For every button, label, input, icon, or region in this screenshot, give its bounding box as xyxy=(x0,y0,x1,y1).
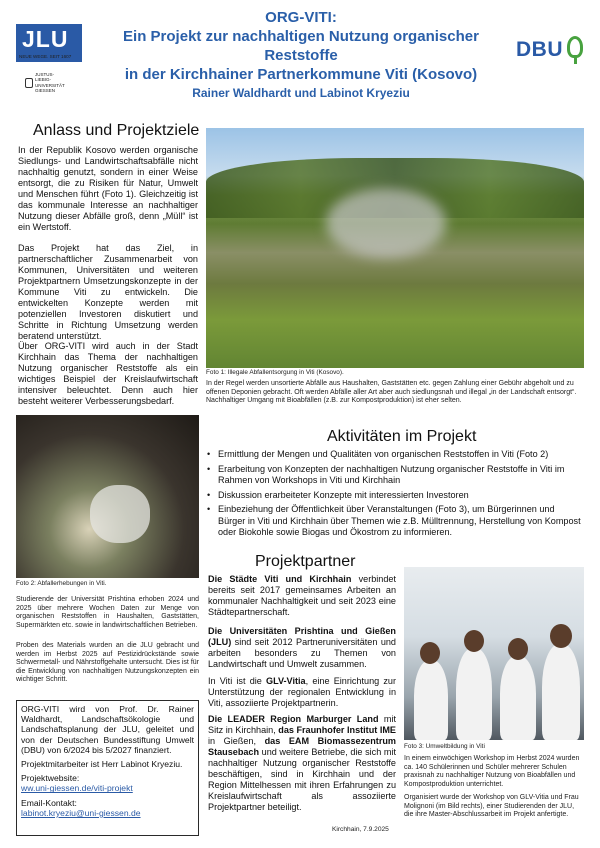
partner-paragraph-1: Die Städte Viti und Kirchhain verbindet bereits seit 2017 gemeinsames Arbeiten an kommunaler Nachhaltigkeit und seit 2023 eine Städtepartnerschaft. xyxy=(208,574,396,617)
foto3-text-1: In einem einwöchigen Workshop im Herbst 2024 wurden ca. 140 Schülerinnen und Schüler mehrerer Schulen praxisnah zu nachhaltiger Nutzung von Bioabfällen und Kompostproduktion unterrichtet. xyxy=(404,755,580,788)
anlass-paragraph-1: In der Republik Kosovo werden organische Siedlungs- und Landwirtschaftsabfälle nicht nachhaltig genutzt, sondern in einer Weise entsorgt, die zu Risiken für Natur, Umwelt und Menschen führt (Foto 1). Gleichzeitig ist das kommunale Interesse an nachhaltiger Nutzung dieser Abfälle groß, denn „Müll“ ist ein Wertstoff. xyxy=(18,145,198,232)
photo-student xyxy=(456,648,492,740)
authors: Rainer Waldhardt und Labinot Kryeziu xyxy=(192,86,410,100)
jlu-logo-text: JLU xyxy=(22,26,69,52)
section-heading-aktivitaeten: Aktivitäten im Projekt xyxy=(327,428,477,445)
section-heading-anlass: Anlass und Projektziele xyxy=(33,122,200,139)
uni-seal-icon xyxy=(25,78,33,88)
email-label: Email-Kontakt: xyxy=(21,797,77,808)
foto2-text-1: Studierende der Universität Prishtina erhoben 2024 und 2025 über mehrere Wochen Daten zur Menge von organischen Reststoffen in Haushalten, Gaststätten, Supermärkten etc. sowie in landwirtschaftlichen Betrieben. xyxy=(16,596,199,629)
dbu-leaf-icon xyxy=(567,36,583,58)
photo-student xyxy=(542,644,580,740)
uni-giessen-logo xyxy=(25,72,65,96)
foto1-text: In der Regel werden unsortierte Abfälle aus Haushalten, Gaststätten etc. gegen Zahlung einer Gebühr abgeholt und zu offenen Deponien gebracht. Oft werden Abfälle aller Art aber auch siedlungsnah und illegal „in der Landschaft entsorgt“. Nachhaltiger Umgang mit Bioabfällen (z.B. zur Kompostproduktion) ist eher selten. xyxy=(206,380,577,405)
photo-smoke xyxy=(326,188,446,258)
dbu-logo xyxy=(516,36,586,66)
uni-logo-text: JUSTUS-LIEBIG-UNIVERSITÄT GIESSEN xyxy=(35,72,65,94)
dbu-logo-text: DBU xyxy=(516,38,563,61)
foto3-caption: Foto 3: Umweltbildung in Viti xyxy=(404,743,485,750)
project-info-box xyxy=(16,700,199,836)
partner-universities: Die Universitäten Prishtina und Gießen (JLU) xyxy=(208,626,396,647)
partner-paragraph-3: In Viti ist die GLV-Vitia, eine Einrichtung zur Unterstützung der regionalen Entwicklung in Viti, assoziierte Projektpartnerin. xyxy=(208,676,396,708)
anlass-paragraph-2: Das Projekt hat das Ziel, in partnerschaftlicher Zusammenarbeit von Kommunen, Universitäten und weiteren Projektpartnern Umsetzungskonzepte in der Kommune Viti zu entwickeln. Die entwickelten Konzepte werden mit potenziellen Investoren diskutiert und Schritte in Richtung Umsetzung werden beratend unterstützt. xyxy=(18,243,198,341)
footer-place-date: Kirchhain, 7.9.2025 xyxy=(332,826,389,833)
partner-paragraph-2: Die Universitäten Prishtina und Gießen (JLU) sind seit 2012 Partneruniversitäten und arbeiten besonders zu Themen von Landwirtschaft und Umwelt zusammen. xyxy=(208,626,396,669)
jlu-logo-subtext: NEUE WEGE. SEIT 1607 xyxy=(19,54,72,59)
activity-item: • Einbeziehung der Öffentlichkeit über Veranstaltungen (Foto 3), um Bürgerinnen und Bürger in Viti und Kirchhain über Themen wie z.B. Mülltrennung, Herstellung von Kompost oder Biokohle sowie Biogas und Ökostrom zu informieren. xyxy=(206,504,584,538)
staff-text: Projektmitarbeiter ist Herr Labinot Kryeziu. xyxy=(21,759,183,770)
jlu-logo xyxy=(16,24,82,62)
funding-text: ORG-VITI wird von Prof. Dr. Rainer Waldhardt, Landschaftsökologie und Landschaftsplanung der JLU, geleitet und von der Deutschen Bundesstiftung Umwelt (DBU) von 6/2024 bis 5/2027 finanziert. xyxy=(21,704,194,755)
website-label: Projektwebsite: xyxy=(21,773,80,784)
email-link[interactable]: labinot.kryeziu@uni-giessen.de xyxy=(21,807,141,818)
partner-glv: GLV-Vitia xyxy=(266,676,306,686)
partner-paragraph-4: Die LEADER Region Marburger Land mit Sitz in Kirchhain, das Fraunhofer Institut IME in Gießen, das EAM Biomassezentrum Stausebach und weitere Betriebe, die sich mit nachhaltiger Nutzung organischer Reststoffe beschäftigen, sind in Kirchhain und der Region Mittelhessen mit ihren Erfahrungen zu Kreislaufwirtschaft als assoziierte Projektpartner beteiligt. xyxy=(208,714,397,812)
section-heading-partner: Projektpartner xyxy=(255,553,356,570)
activity-item: • Diskussion erarbeiteter Konzepte mit interessierten Investoren xyxy=(206,490,584,501)
foto2-caption: Foto 2: Abfallerhebungen in Viti. xyxy=(16,580,107,587)
poster-title xyxy=(96,8,506,84)
photo-environmental-education xyxy=(404,567,584,740)
partner-cities: Die Städte Viti und Kirchhain xyxy=(208,574,352,584)
foto3-text-2: Organisiert wurde der Workshop von GLV-Vitia und Frau Molignoni (im Bild rechts), einer Studierenden der JLU, die ihre Master-Abschlussarbeit im Projekt anfertigte. xyxy=(404,794,579,819)
activity-item: • Erarbeitung von Konzepten der nachhaltigen Nutzung organischer Reststoffe in Viti im Rahmen von Workshops in Viti und Kirchhain xyxy=(206,464,584,486)
anlass-paragraph-3: Über ORG-VITI wird auch in der Stadt Kirchhain das Thema der nachhaltigen Nutzung organischer Reststoffe als ein wichtiges Beispiel der Kreislaufwirtschaft intensiver beleuchtet. Denn auch hier besteht weiterer Verbesserungsbedarf. xyxy=(18,341,198,406)
photo-student xyxy=(500,656,536,740)
foto2-text-2: Proben des Materials wurden an die JLU gebracht und werden im Herbst 2025 auf Pestizidrückstände sowie Schwermetall- und Nährstoffgehalte untersucht. Dies ist für die Entwicklung von nachhaltigen Nutzungskonzepten ein wichtiger Schritt. xyxy=(16,642,199,684)
title-line-1: ORG-VITI: xyxy=(265,9,337,26)
foto1-caption: Foto 1: Illegale Abfallentsorgung in Viti (Kosovo). xyxy=(206,369,344,376)
title-line-2: Ein Projekt zur nachhaltigen Nutzung organischer Reststoffe xyxy=(123,28,479,64)
photo-sample-bag xyxy=(90,485,150,543)
photo-waste-survey xyxy=(16,415,199,578)
photo-illegal-waste xyxy=(206,128,584,368)
website-link[interactable]: ww.uni-giessen.de/viti-projekt xyxy=(21,783,133,794)
activities-list xyxy=(206,449,584,541)
activity-item: • Ermittlung der Mengen und Qualitäten von organischen Reststoffen in Viti (Foto 2) xyxy=(206,449,584,460)
photo-student xyxy=(414,660,448,740)
title-line-3: in der Kirchhainer Partnerkommune Viti (Kosovo) xyxy=(124,66,478,83)
